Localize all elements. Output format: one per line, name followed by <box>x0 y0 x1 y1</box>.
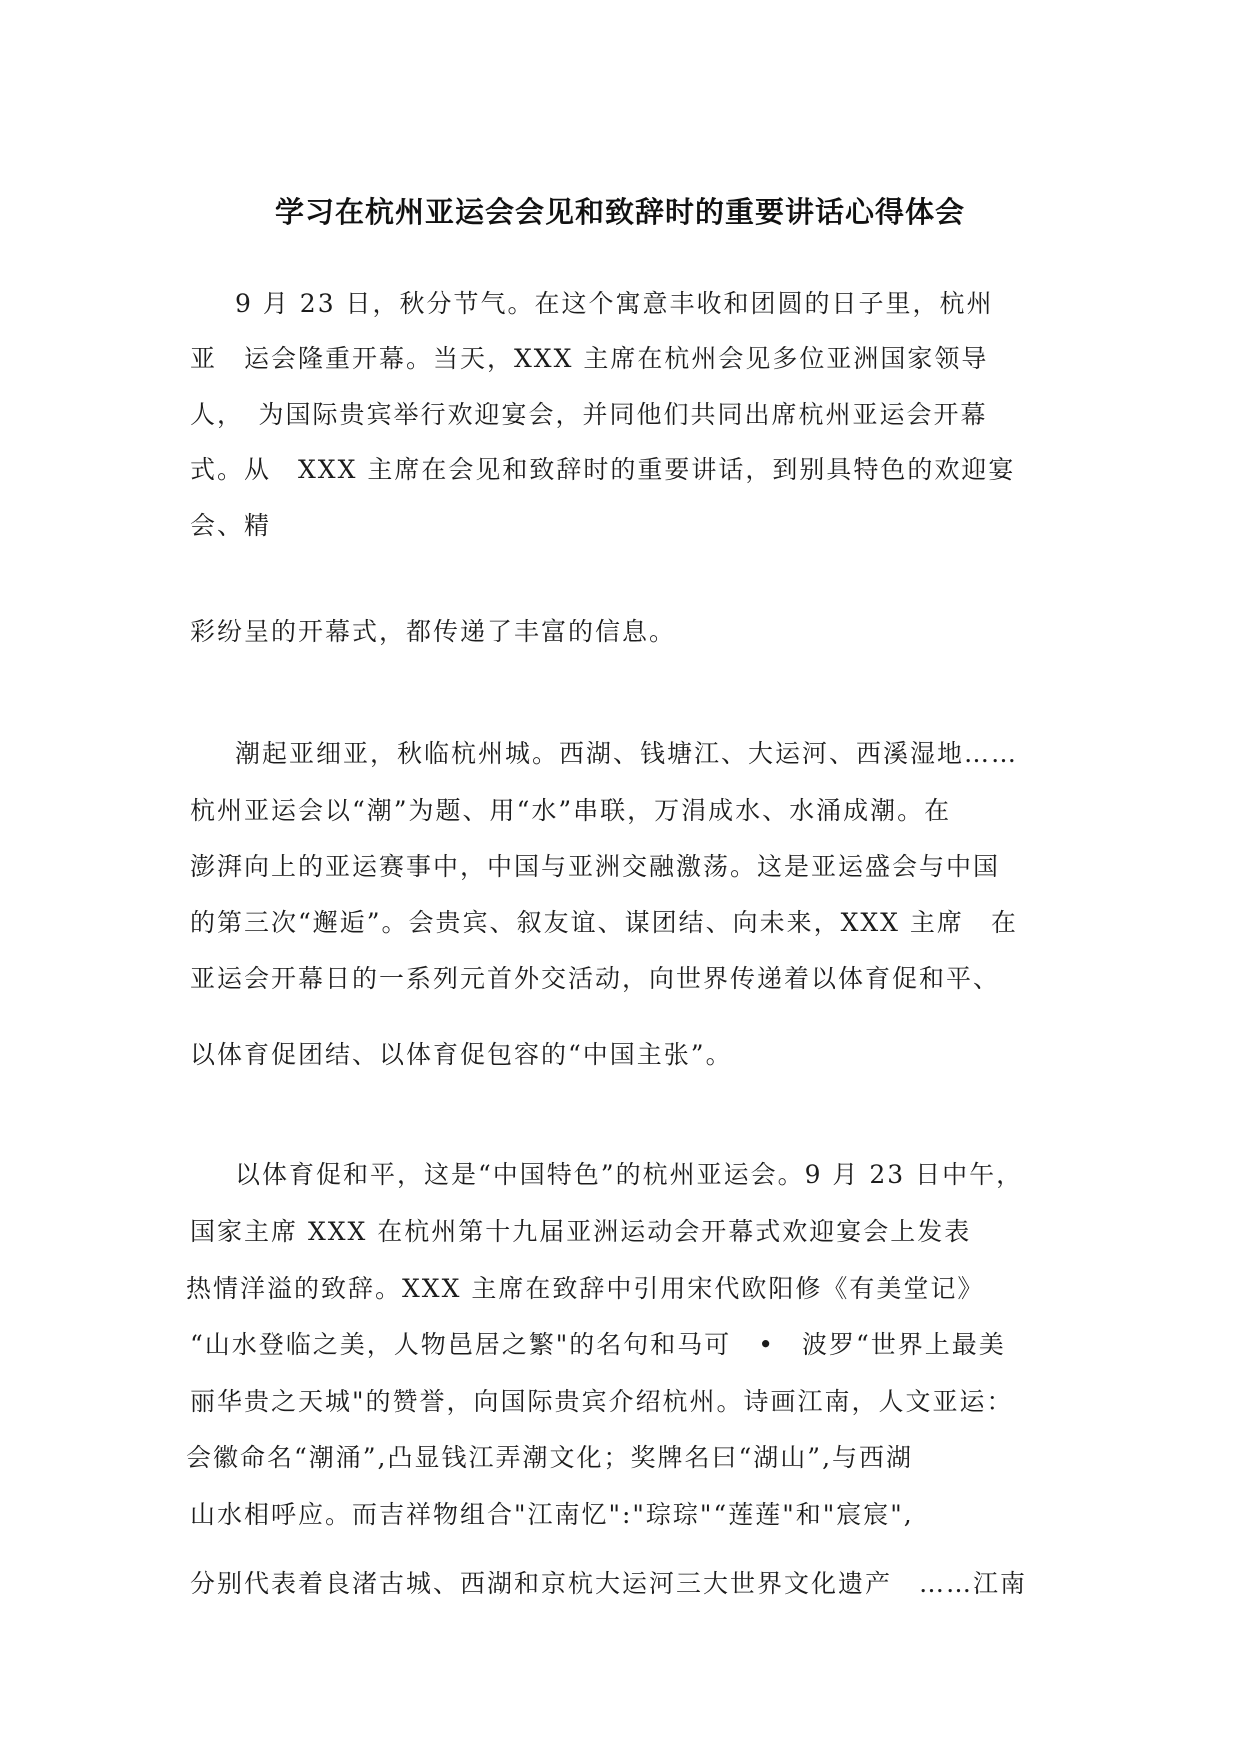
paragraph-1-line-3: 人， 为国际贵宾举行欢迎宴会，并同他们共同出席杭州亚运会开幕 <box>190 400 988 429</box>
paragraph-3-line-6: 会徽命名“潮涌”,凸显钱江弄潮文化；奖牌名曰“湖山”,与西湖 <box>186 1443 914 1472</box>
paragraph-3-line-8: 分别代表着良渚古城、西湖和京杭大运河三大世界文化遗产 ……江南 <box>190 1569 1028 1598</box>
paragraph-1-line-2: 亚 运会隆重开幕。当天，XXX 主席在杭州会见多位亚洲国家领导 <box>190 344 989 373</box>
paragraph-1-line-4: 式。从 XXX 主席在会见和致辞时的重要讲话，到别具特色的欢迎宴 <box>190 455 1016 484</box>
document-title: 学习在杭州亚运会会见和致辞时的重要讲话心得体会 <box>274 195 965 229</box>
paragraph-2-line-3: 澎湃向上的亚运赛事中，中国与亚洲交融激荡。这是亚运盛会与中国 <box>190 852 1001 881</box>
paragraph-2-line-6: 以体育促团结、以体育促包容的“中国主张”。 <box>190 1040 733 1069</box>
paragraph-3-line-5: 丽华贵之天城"的赞誉，向国际贵宾介绍杭州。诗画江南，人文亚运： <box>190 1387 1014 1416</box>
paragraph-3-line-1: 以体育促和平，这是“中国特色”的杭州亚运会。9 月 23 日中午， <box>235 1160 1024 1189</box>
paragraph-3-line-2: 国家主席 XXX 在杭州第十九届亚洲运动会开幕式欢迎宴会上发表 <box>190 1217 972 1246</box>
paragraph-2-line-4: 的第三次“邂逅”。会贵宾、叙友谊、谋团结、向未来，XXX 主席 在 <box>190 908 1018 937</box>
paragraph-2-line-2: 杭州亚运会以“潮”为题、用“水”串联，万涓成水、水涌成潮。在 <box>190 796 952 825</box>
paragraph-2-line-5: 亚运会开幕日的一系列元首外交活动，向世界传递着以体育促和平、 <box>190 964 1001 993</box>
paragraph-2-line-1: 潮起亚细亚，秋临杭州城。西湖、钱塘江、大运河、西溪湿地…… <box>235 739 1019 768</box>
paragraph-3-line-7: 山水相呼应。而吉祥物组合"江南忆":"琮琮"“莲莲"和"宸宸", <box>190 1500 914 1529</box>
paragraph-3-line-4: “山水登临之美，人物邑居之繁"的名句和马可 • 波罗“世界上最美 <box>190 1330 1006 1359</box>
paragraph-1-line-1: 9 月 23 日，秋分节气。在这个寓意丰收和团圆的日子里，杭州 <box>235 289 994 318</box>
paragraph-1-line-5: 会、精 <box>190 511 272 540</box>
paragraph-1-line-6: 彩纷呈的开幕式，都传递了丰富的信息。 <box>190 617 677 646</box>
paragraph-3-line-3: 热情洋溢的致辞。XXX 主席在致辞中引用宋代欧阳修《有美堂记》 <box>186 1274 985 1303</box>
